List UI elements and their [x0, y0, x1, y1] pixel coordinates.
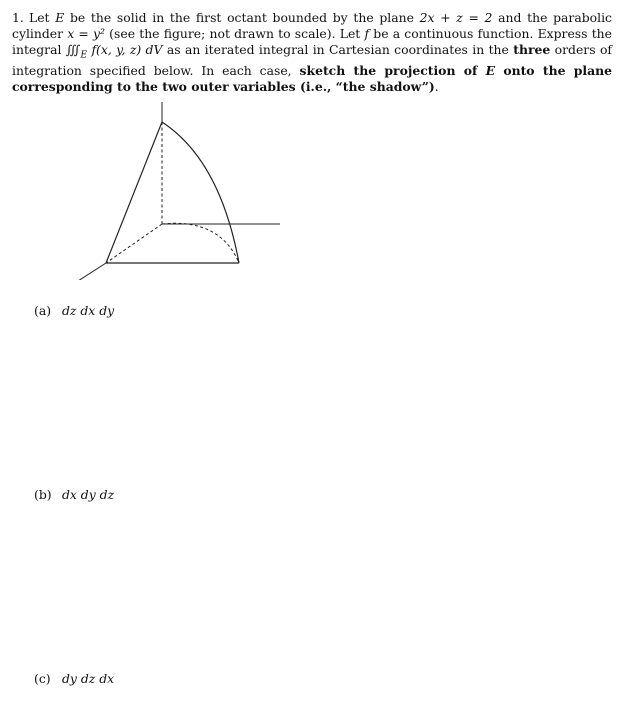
problem-number: 1.: [12, 10, 24, 25]
part-order: dy dz dx: [61, 671, 115, 686]
problem-statement: [12, 10, 612, 95]
part-label: (b): [34, 487, 52, 502]
base-parabola-hidden: [162, 223, 239, 263]
x-axis: [78, 263, 106, 280]
part-label: (c): [34, 671, 51, 686]
part-order: dz dx dy: [61, 303, 115, 318]
part-a: [34, 303, 114, 318]
cylinder-curve: [162, 122, 239, 263]
solid-figure: [70, 100, 290, 280]
part-b: [34, 487, 114, 502]
x-axis-hidden: [106, 224, 162, 263]
part-order: dx dy dz: [61, 487, 115, 502]
problem-text: Let E be the solid in the first octant bounded by the plane 2x + z = 2 and the parabolic cylinder x = y² (see the figure; not drawn to scale). Let f be a continuous function. Express the integral $∭_E$ f(x, y, z) dV as an iterated integral in Cartesian coordinates in the three orders of integration specified below. In each case, sketch the projection of E onto the plane corresponding to the two outer variables (i.e., “the shadow”).: [12, 10, 613, 95]
part-c: [34, 671, 114, 686]
plane-edge: [106, 122, 162, 263]
part-label: (a): [34, 303, 52, 318]
